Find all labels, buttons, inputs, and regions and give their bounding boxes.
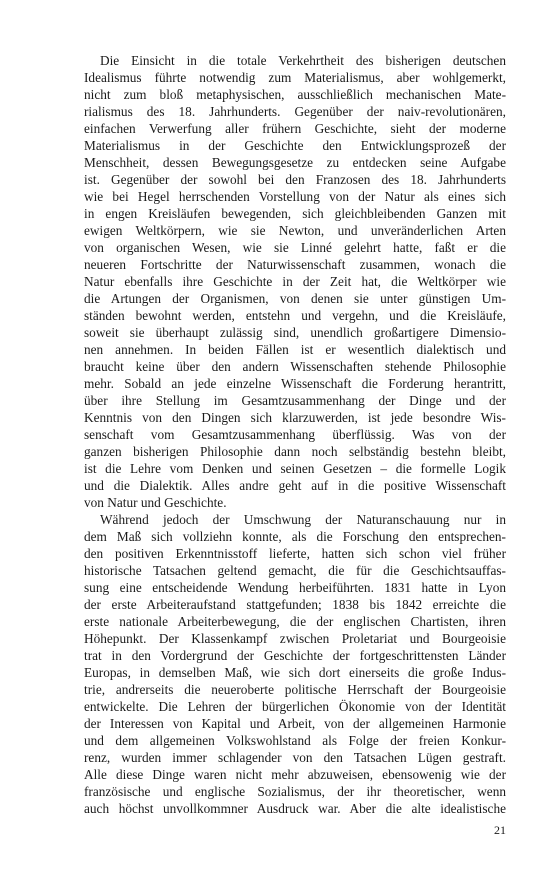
text-line: Idealismus führte notwendig zum Materialismus, aber wohlgemerkt, xyxy=(84,70,506,85)
text-line: Alle diese Dinge waren nicht mehr abzuweisen, ebensowenig wie der xyxy=(84,767,506,782)
text-line: Menschheit, dessen Bewegungsgesetze zu entdecken seine Aufgabe xyxy=(84,155,506,170)
text-line: ständen bewohnt werden, entstehn und vergehn, und die Kreisläufe, xyxy=(84,308,506,323)
text-line: ist. Gegenüber der sowohl bei den Franzosen des 18. Jahrhunderts xyxy=(84,172,506,187)
text-line: senschaft vom Gesamtzusammenhang überflüssig. Was von der xyxy=(84,427,506,442)
text-line: soweit sie überhaupt zulässig sind, unendlich großartigere Dimensio- xyxy=(84,325,506,340)
text-line: französische und englische Sozialismus, der ihr theoretischer, wenn xyxy=(84,784,506,799)
text-line: in engen Kreisläufen bewegenden, sich gleichbleibenden Ganzen mit xyxy=(84,206,506,221)
text-line: der Interessen von Kapital und Arbeit, von der allgemeinen Harmonie xyxy=(84,716,506,731)
page-number: 21 xyxy=(494,823,506,837)
text-line: Höhepunkt. Der Klassenkampf zwischen Proletariat und Bourgeoisie xyxy=(84,631,506,646)
text-line: und dem allgemeinen Volkswohlstand als Folge der freien Konkur- xyxy=(84,733,506,748)
text-line: nen annehmen. In beiden Fällen ist er wesentlich dialektisch und xyxy=(84,342,506,357)
text-line: ganzen bisherigen Philosophie dann noch selbständig bestehn bleibt, xyxy=(84,444,506,459)
text-line: rialismus des 18. Jahrhunderts. Gegenüber der naiv-revolutionären, xyxy=(84,104,506,119)
text-line: sung eine entscheidende Wendung herbeiführten. 1831 hatte in Lyon xyxy=(84,580,506,595)
text-line: braucht keine über den andern Wissenschaften stehende Philosophie xyxy=(84,359,506,374)
text-line: über ihre Stellung im Gesamtzusammenhang der Dinge und der xyxy=(84,393,506,408)
page-body-text xyxy=(84,52,506,817)
text-line: von organischen Wesen, wie sie Linné gelehrt hatte, faßt er die xyxy=(84,240,506,255)
text-line: den positiven Erkenntnisstoff lieferte, hatten sich schon viel früher xyxy=(84,546,506,561)
text-line: erste nationale Arbeiterbewegung, die der englischen Chartisten, ihren xyxy=(84,614,506,629)
text-line: ewigen Weltkörpern, wie sie Newton, und unveränderlichen Arten xyxy=(84,223,506,238)
text-line: Natur ebenfalls ihre Geschichte in der Zeit hat, die Weltkörper wie xyxy=(84,274,506,289)
text-line: ist die Lehre vom Denken und seinen Gesetzen – die formelle Logik xyxy=(84,461,506,476)
text-line: und die Dialektik. Alles andre geht auf in die positive Wissenschaft xyxy=(84,478,506,493)
text-line: Materialismus in der Geschichte den Entwicklungsprozeß der xyxy=(84,138,506,153)
text-line: Während jedoch der Umschwung der Naturanschauung nur in xyxy=(100,512,506,527)
text-line: Kenntnis von den Dingen sich klarzuwerden, ist jede besondre Wis- xyxy=(84,410,506,425)
text-line: der erste Arbeiteraufstand stattgefunden; 1838 bis 1842 erreichte die xyxy=(84,597,506,612)
text-line: nicht zum bloß metaphysischen, ausschließlich mechanischen Mate- xyxy=(84,87,506,102)
text-line: die Artungen der Organismen, von denen sie unter günstigen Um- xyxy=(84,291,506,306)
text-line: dem Maß sich vollziehn konnte, als die Forschung den entsprechen- xyxy=(84,529,506,544)
text-line: einfachen Verwerfung aller frühern Geschichte, sieht der moderne xyxy=(84,121,506,136)
text-line: mehr. Sobald an jede einzelne Wissenschaft die Forderung herantritt, xyxy=(84,376,506,391)
text-line: renz, wurden immer schlagender von den Tatsachen Lügen gestraft. xyxy=(84,750,506,765)
text-line: trie, andrerseits die neueroberte politische Herrschaft der Bourgeoisie xyxy=(84,682,506,697)
text-line: auch höchst unvollkommner Ausdruck war. Aber die alte idealistische xyxy=(84,801,506,816)
text-line: trat in den Vordergrund der Geschichte der fortgeschrittensten Länder xyxy=(84,648,506,663)
text-line: entwickelte. Die Lehren der bürgerlichen Ökonomie von der Identität xyxy=(84,699,506,714)
text-line: wie bei Hegel herrschenden Vorstellung von der Natur als eines sich xyxy=(84,189,506,204)
text-line: von Natur und Geschichte. xyxy=(84,495,227,510)
text-line: Europas, in demselben Maß, wie sich dort einerseits die große Indus- xyxy=(84,665,506,680)
text-line: Die Einsicht in die totale Verkehrtheit des bisherigen deutschen xyxy=(100,53,506,68)
text-line: historische Tatsachen geltend gemacht, die für die Geschichtsauffas- xyxy=(84,563,506,578)
text-line: neueren Fortschritte der Naturwissenschaft zusammen, wonach die xyxy=(84,257,506,272)
